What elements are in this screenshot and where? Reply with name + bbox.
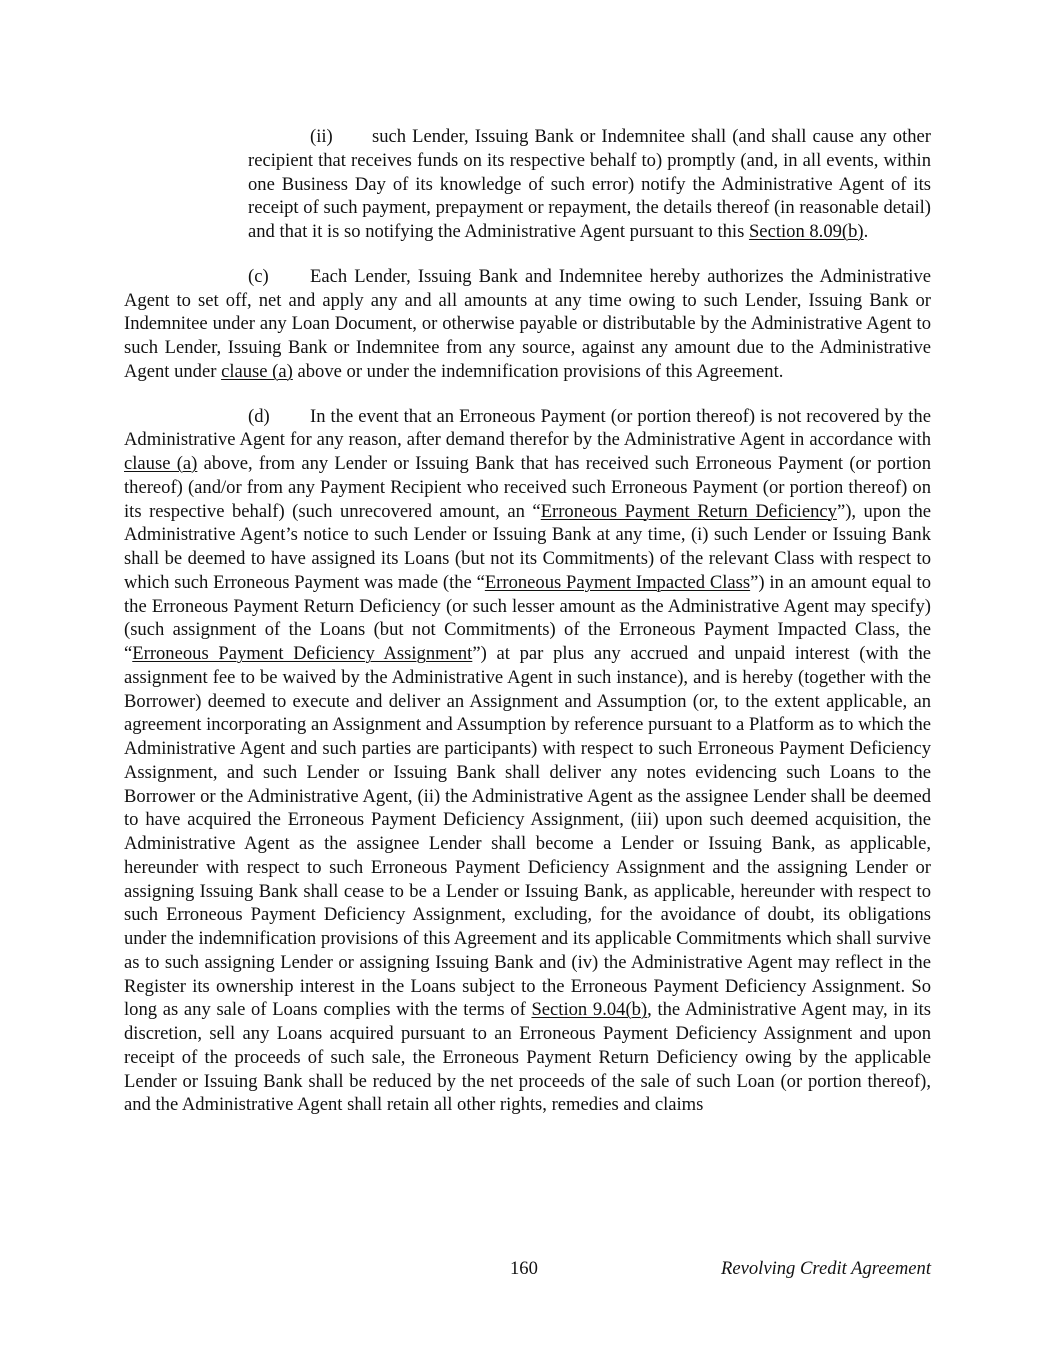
paragraph-c bbox=[124, 265, 931, 384]
paragraph-label: (ii) bbox=[310, 126, 333, 147]
paragraph-text: ”), upon the Administrative Agent’s notice to such Lender or Issuing Bank at any time, (i) such Lender or Issuing Bank shall be deemed to have assigned its Loans (but not its Commitments) of the relevant Class with respect to which such Erroneous Payment was made (the “ bbox=[124, 500, 931, 593]
paragraph-d bbox=[124, 405, 931, 1118]
page-number: 160 bbox=[510, 1258, 538, 1279]
paragraph-text: above or under the indemnification provisions of this Agreement. bbox=[292, 360, 784, 382]
cross-reference-clause-a: clause (a) bbox=[221, 360, 293, 382]
defined-term-erroneous-payment-deficiency-assignment: Erroneous Payment Deficiency Assignment bbox=[132, 643, 473, 664]
paragraph-label: (c) bbox=[248, 265, 269, 287]
cross-reference-section-9-04-b: Section 9.04(b) bbox=[531, 999, 648, 1021]
cross-reference-clause-a: clause (a) bbox=[124, 453, 198, 474]
paragraph-ii bbox=[248, 125, 931, 244]
paragraph-text: . bbox=[863, 221, 869, 242]
paragraph-label: (d) bbox=[248, 405, 270, 427]
document-title: Revolving Credit Agreement bbox=[721, 1258, 931, 1279]
paragraph-text: above, from any Lender or Issuing Bank that has received such Erroneous Payment (or portion thereof) (and/or from any Payment Recipient who received such Erroneous Payment (or portion thereof) on its respective behalf) (such unrecovered amount, an “ bbox=[124, 453, 931, 522]
page-footer bbox=[124, 1256, 931, 1282]
paragraph-text: In the event that an Erroneous Payment (or portion thereof) is not recovered by the Administrative Agent for any reason, after demand therefor by the Administrative Agent in accordance with bbox=[124, 405, 931, 451]
cross-reference-section-8-09-b: Section 8.09(b) bbox=[748, 221, 864, 242]
document-page bbox=[124, 125, 931, 1117]
paragraph-text: ”) at par plus any accrued and unpaid interest (with the assignment fee to be waived by the Administrative Agent in such instance), and is hereby (together with the Borrower) deemed to execute and deliver an Assignment and Assumption (or, to the extent applicable, an agreement incorporating an Assignment and Assumption by reference pursuant to a Platform as to which the Administrative Agent and such parties are participants) with respect to such Erroneous Payment Deficiency Assignment, and such Lender or Issuing Bank shall deliver any notes evidencing such Loans to the Borrower or the Administrative Agent, (ii) the Administrative Agent as the assignee Lender shall be deemed to have acquired the Erroneous Payment Deficiency Assignment, (iii) upon such deemed acquisition, the Administrative Agent as the assignee Lender shall become a Lender or Issuing Bank, as applicable, hereunder with respect to such Erroneous Payment Deficiency Assignment and the assigning Lender or assigning Issuing Bank shall cease to be a Lender or Issuing Bank, as applicable, hereunder with respect to such Erroneous Payment Deficiency Assignment, excluding, for the avoidance of doubt, its obligations under the indemnification provisions of this Agreement and its applicable Commitments which shall survive as to such assigning Lender or assigning Issuing Bank and (iv) the Administrative Agent may reflect in the Register its ownership interest in the Loans subject to the Erroneous Payment Deficiency Assignment. So long as any sale of Loans complies with the terms of bbox=[124, 643, 931, 1021]
defined-term-erroneous-payment-return-deficiency: Erroneous Payment Return Deficiency bbox=[540, 500, 837, 522]
paragraph-text: ”) in an amount equal to the Erroneous Payment Return Deficiency (or such lesser amount as the Administrative Agent may specify) (such assignment of the Loans (but not Commitments) of the Erroneous Payment Impacted Class, the “ bbox=[124, 571, 931, 664]
paragraph-text: such Lender, Issuing Bank or Indemnitee shall (and shall cause any other recipient that receives funds on its respective behalf to) promptly (and, in all events, within one Business Day of its knowledge of such error) notify the Administrative Agent of its receipt of such payment, prepayment or repayment, the details thereof (in reasonable detail) and that it is so notifying the Administrative Agent pursuant to this bbox=[248, 126, 931, 242]
paragraph-text: Each Lender, Issuing Bank and Indemnitee hereby authorizes the Administrative Agent to set off, net and apply any and all amounts at any time owing to such Lender, Issuing Bank or Indemnitee under any Loan Document, or otherwise payable or distributable by the Administrative Agent to such Lender, Issuing Bank or Indemnitee from any source, against any amount due to the Administrative Agent under bbox=[124, 265, 931, 382]
defined-term-erroneous-payment-impacted-class: Erroneous Payment Impacted Class bbox=[484, 571, 751, 593]
paragraph-text: , the Administrative Agent may, in its discretion, sell any Loans acquired pursuant to an Erroneous Payment Deficiency Assignment and upon receipt of the proceeds of such sale, the Erroneous Payment Return Deficiency owing by the applicable Lender or Issuing Bank shall be reduced by the net proceeds of the sale of such Loan (or portion thereof), and the Administrative Agent shall retain all other rights, remedies and claims bbox=[124, 999, 932, 1116]
